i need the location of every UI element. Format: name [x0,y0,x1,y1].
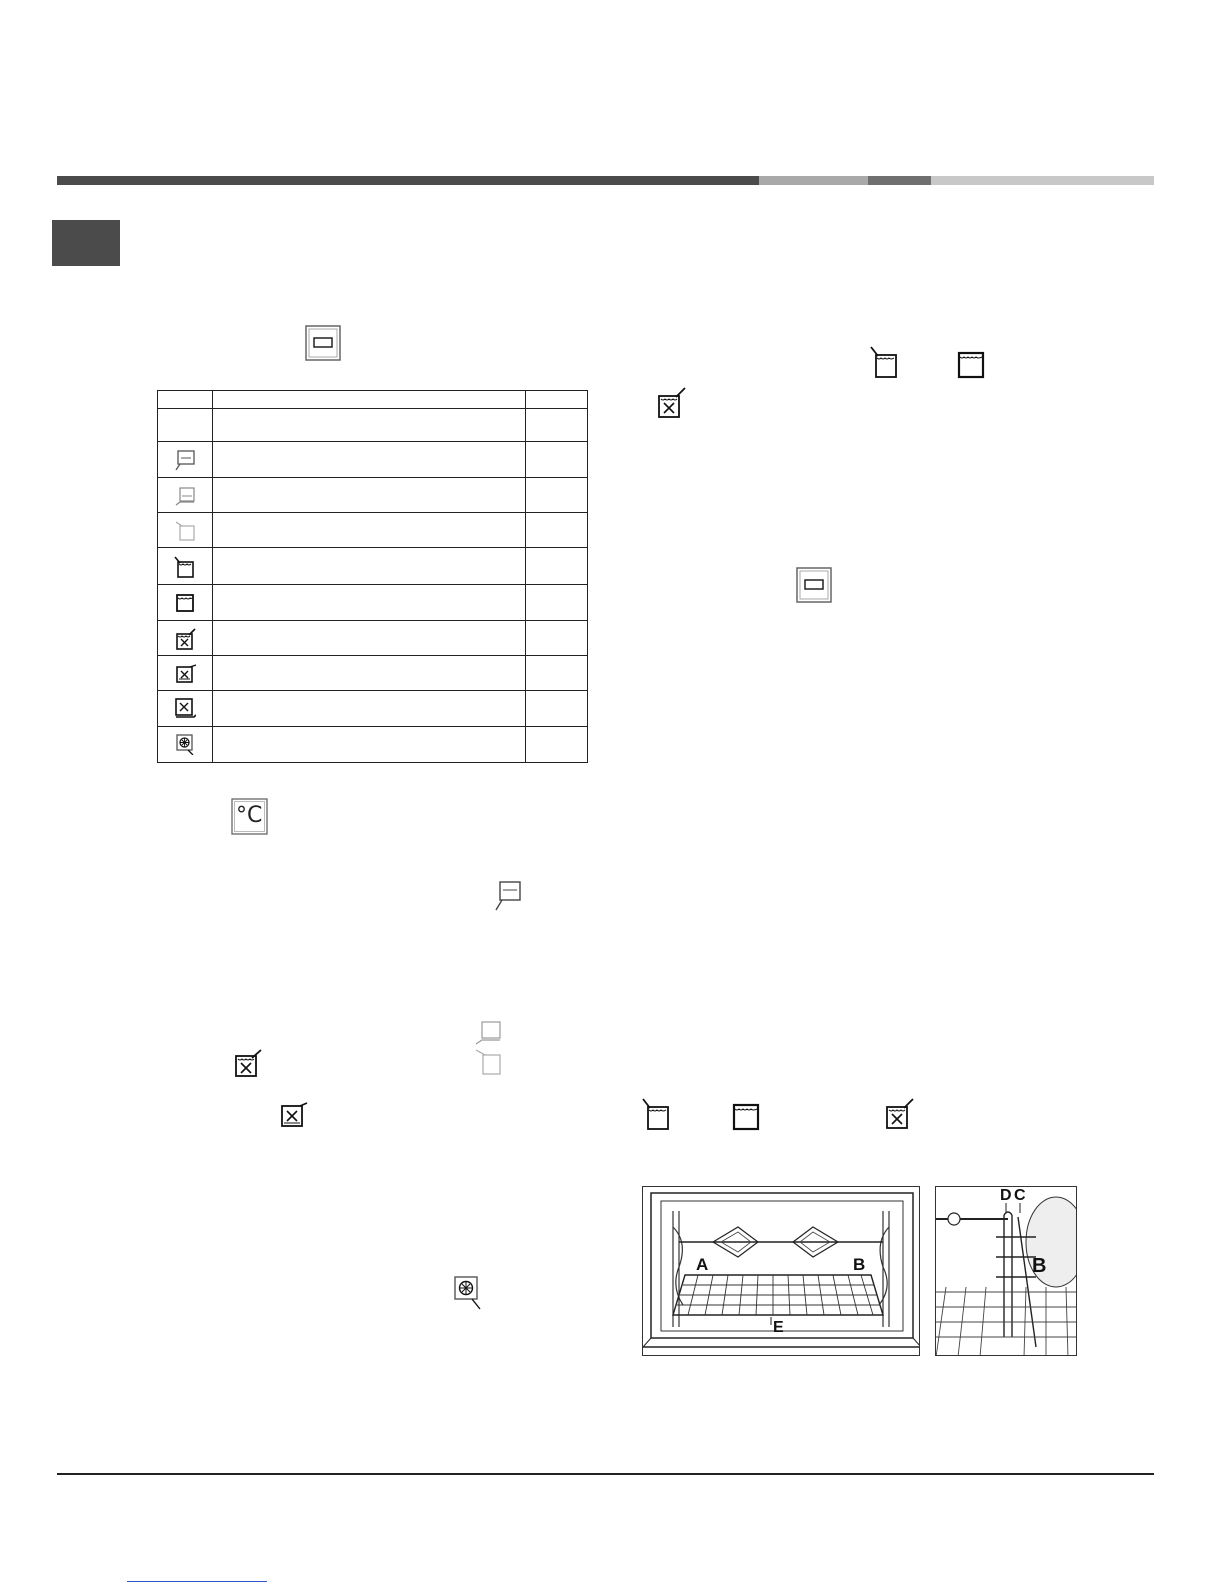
grill-bottom-icon [174,485,196,507]
section-marker [52,220,120,266]
table-row [158,512,587,513]
degree-celsius-label: °C [236,803,263,828]
table-row [158,441,587,442]
figure-label-d: D [1000,1187,1012,1204]
figure-label-c: C [1014,1187,1026,1204]
grill-bottom-icon [474,1020,504,1046]
table-row [158,690,587,691]
rotisserie-detail-figure [935,1186,1077,1356]
thaw-icon [174,733,196,755]
grill-door-icon [174,520,196,542]
rotisserie-figure [642,1186,920,1356]
static-oven-icon [731,1102,761,1132]
oven-selector-icon [305,325,341,361]
figure-label-a: A [696,1255,709,1274]
table-row [158,584,587,585]
fan-grill-icon [278,1100,308,1130]
table-row [158,726,587,727]
header-band-dark [57,176,759,185]
mode-table [157,390,588,763]
top-heat-icon [174,556,196,578]
grill-top-icon [174,449,196,471]
static-oven-icon [956,350,986,380]
figure-label-b: B [853,1255,866,1274]
header-band-mid [868,176,931,185]
table-col-divider [525,391,526,762]
grill-top-icon [494,880,522,912]
fan-oven-icon [655,386,687,420]
fan-bake-icon [174,697,196,719]
table-row [158,547,587,548]
footer-link-underline[interactable] [127,1581,267,1582]
table-row [158,477,587,478]
static-oven-icon [174,592,196,614]
fan-oven-icon [232,1048,262,1078]
header-band-pale [931,176,1154,185]
table-row [158,620,587,621]
thaw-icon [452,1275,482,1311]
table-col-divider [212,391,213,762]
header-band-light [759,176,868,185]
oven-selector-icon [796,567,832,603]
footer-rule [57,1473,1154,1475]
top-heat-icon [642,1097,672,1131]
top-heat-icon [870,345,900,379]
fan-grill-icon [174,663,196,685]
table-header-rule [158,408,587,409]
figure-label-b: B [1032,1255,1047,1277]
grill-door-icon [474,1048,504,1076]
fan-oven-icon [174,628,196,650]
fan-oven-icon [883,1097,915,1132]
figure-label-e: E [773,1319,784,1336]
table-row [158,655,587,656]
